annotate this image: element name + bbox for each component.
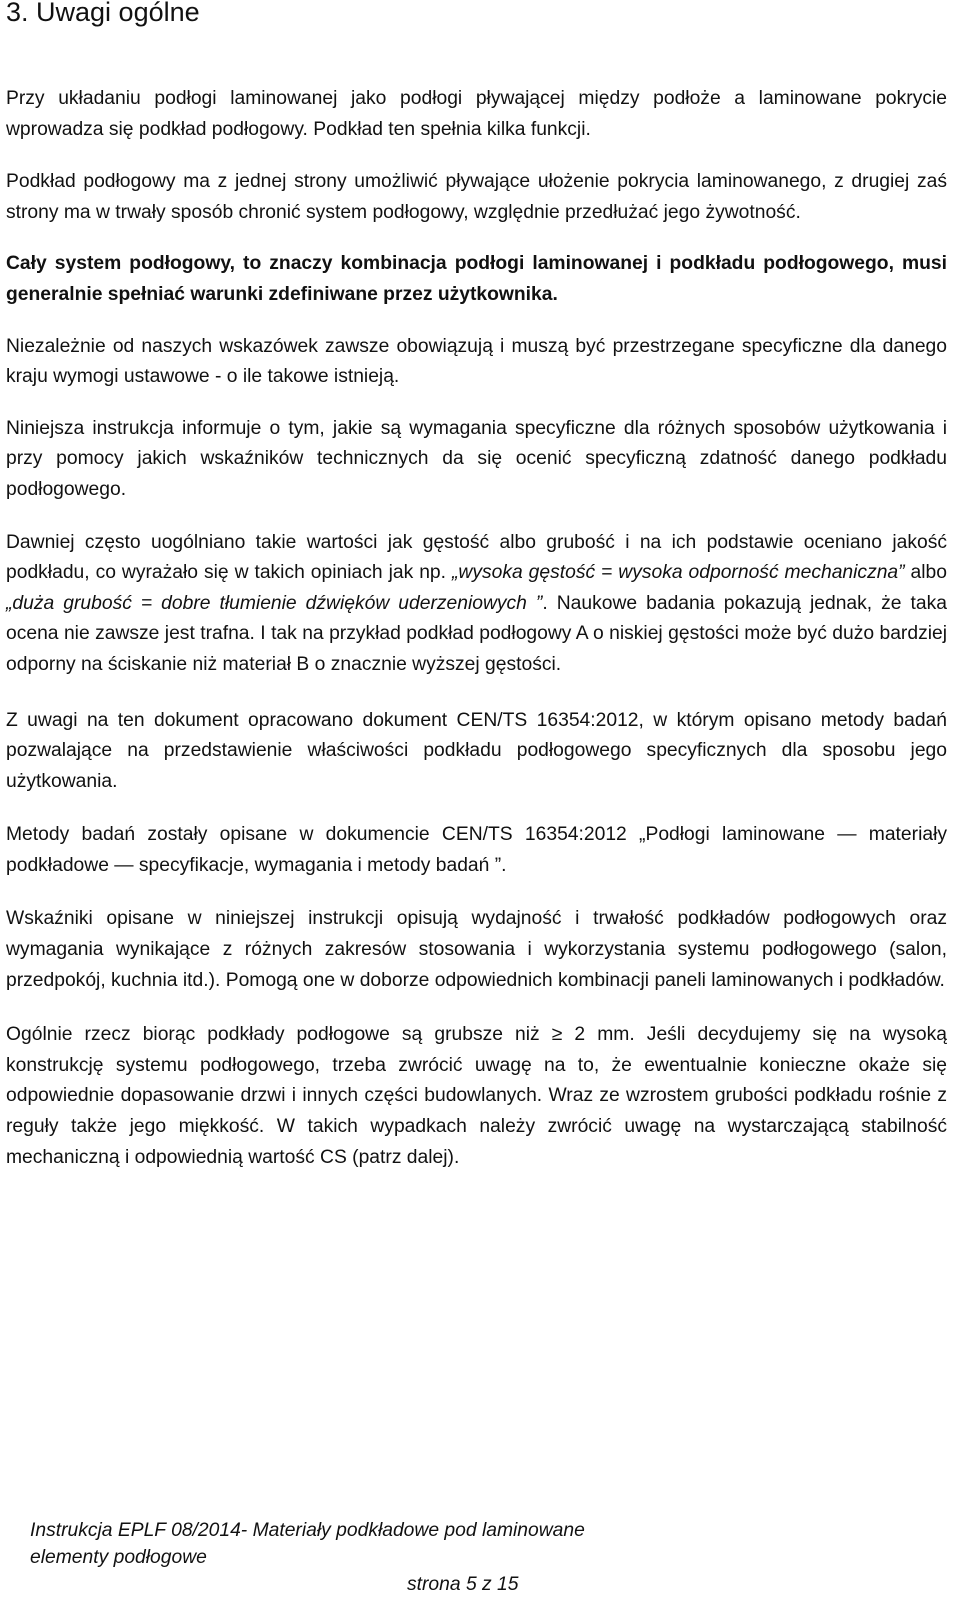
paragraph-1: Przy układaniu podłogi laminowanej jako podłogi pływającej między podłoże a laminowane pokrycie wprowadza się podkład podłogowy. Podkład ten spełnia kilka funkcji.: [6, 88, 947, 140]
paragraph-10: Ogólnie rzecz biorąc podkłady podłogowe są grubsze niż ≥ 2 mm. Jeśli decydujemy się na wysoką konstrukcję systemu podłogowego, trzeba zwrócić uwagę na to, że ewentualnie konieczne okaże się odpowiednie dopasowanie drzwi i innych części budowlanych. Wraz ze wzrostem grubości podkładu rośnie z reguły także jego miękkość. W takich wypadkach należy zwrócić uwagę na wystarczającą stabilność mechaniczną i odpowiednią wartość CS (patrz dalej).: [6, 1024, 947, 1168]
paragraph-6-text-b: albo: [904, 562, 947, 584]
paragraph-6-text-a: Dawniej często uogólniano takie wartości jak gęstość albo grubość i na ich podstawie oceniano jakość podkładu, co wyrażało się w takich opiniach jak np.: [6, 531, 947, 584]
paragraph-4: Niezależnie od naszych wskazówek zawsze obowiązują i muszą być przestrzegane specyficzne dla danego kraju wymogi ustawowe - o ile takowe istnieją.: [6, 335, 947, 388]
footer-page-number: strona 5 z 15: [407, 1574, 519, 1595]
paragraph-3-bold: Cały system podłogowy, to znaczy kombinacja podłogi laminowanej i podkładu podłogowego, musi generalnie spełniać warunki zdefiniwane przez użytkownika.: [6, 253, 947, 305]
paragraph-2: Podkład podłogowy ma z jednej strony umożliwić pływające ułożenie pokrycia laminowanego, z drugiej zaś strony ma w trwały sposób chronić system podłogowy, względnie przedłużać jego żywotność.: [6, 171, 947, 223]
section-heading: 3. Uwagi ogólne: [6, 0, 200, 27]
footer-document-title: Instrukcja EPLF 08/2014- Materiały podkładowe pod laminowane elementy podłogowe: [30, 1520, 585, 1568]
paragraph-9: Wskaźniki opisane w niniejszej instrukcji opisują wydajność i trwałość podkładów podłogowych oraz wymagania wynikające z różnych zakresów stosowania i wykorzystania systemu podłogowego (salon, przedpokój, kuchnia itd.). Pomogą one w doborze odpowiednich kombinacji paneli laminowanych i podkładów.: [6, 908, 947, 991]
paragraph-5: Niniejsza instrukcja informuje o tym, jakie są wymagania specyficzne dla różnych sposobów użytkowania i przy pomocy jakich wskaźników technicznych da się ocenić specyficzną zdatność danego podkładu podłogowego.: [6, 417, 947, 500]
paragraph-6-quote-2: „duża grubość = dobre tłumienie dźwięków uderzeniowych ”: [6, 592, 543, 614]
page-footer: [0, 1517, 960, 1598]
document-body: [6, 84, 947, 1173]
paragraph-7: Z uwagi na ten dokument opracowano dokument CEN/TS 16354:2012, w którym opisano metody badań pozwalające na przedstawienie właściwości podkładu podłogowego specyficznych dla sposobu jego użytkowania.: [6, 709, 947, 792]
paragraph-6: [6, 528, 947, 681]
paragraph-6-text-c: . Naukowe badania pokazują jednak, że taka ocena nie zawsze jest trafna. I tak na przykład podkład podłogowy A o niskiej gęstości może być dużo bardziej odporny na ściskanie niż materiał B o znacznie wyższej gęstości.: [6, 592, 948, 675]
paragraph-8: Metody badań zostały opisane w dokumencie CEN/TS 16354:2012 „Podłogi laminowane — materiały podkładowe — specyfikacje, wymagania i metody badań ”.: [6, 824, 947, 876]
paragraph-6-quote-1: „wysoka gęstość = wysoka odporność mechaniczna”: [451, 562, 905, 584]
